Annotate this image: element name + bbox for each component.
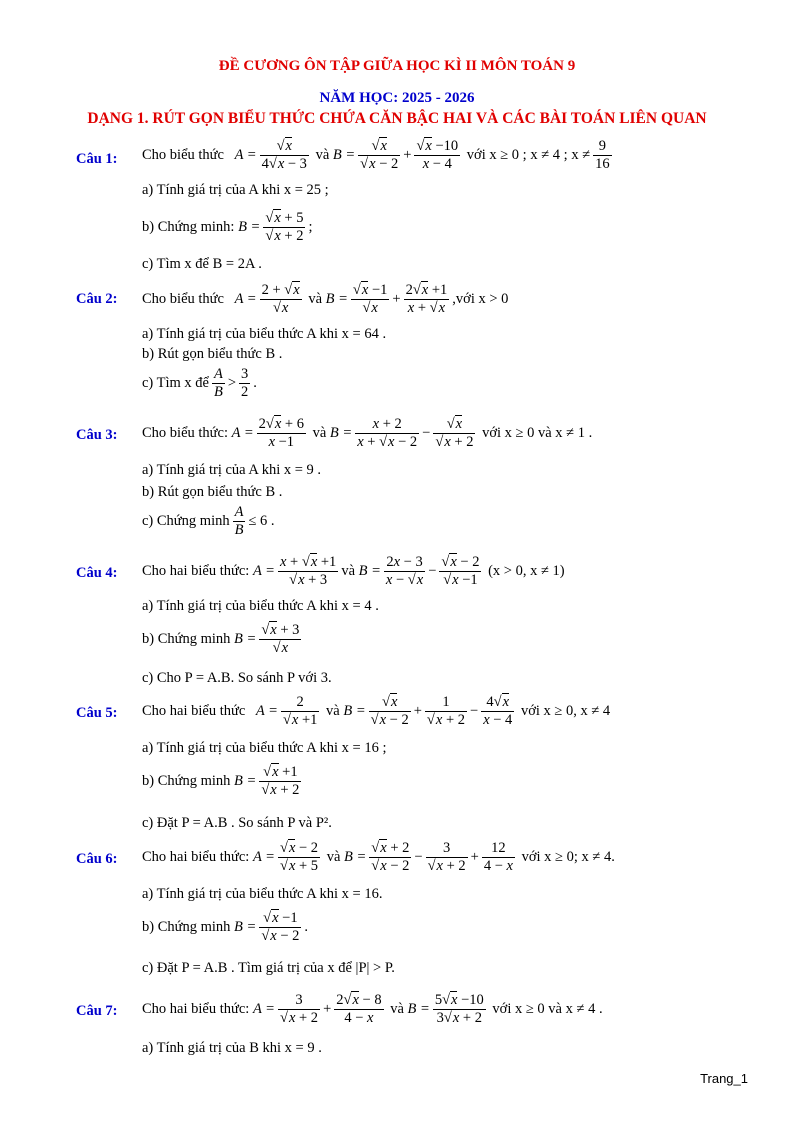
part-b: b) Chứng minh: B = $\frac{√x + 5}{√x + 2}$ ;: [142, 210, 313, 244]
school-year: NĂM HỌC: 2025 - 2026: [319, 90, 475, 106]
page-number: Trang_1: [700, 1071, 748, 1086]
question-statement: Cho hai biểu thức: A = $\frac{3}{√x + 2}$ + $\frac{2√x - 8}{4 - x}$ và B = $\frac{5√x -10}{3√x + 2}$ với x ≥ 0 và x ≠ 4 .: [142, 992, 603, 1026]
part-a: a) Tính giá trị của biểu thức A khi x = 16.: [142, 886, 383, 902]
part-c: c) Chứng minh $\frac{A}{B}$ ≤ 6 .: [142, 504, 275, 538]
part-c: c) Đặt P = A.B . Tìm giá trị của x để |P| > P.: [142, 960, 395, 976]
question-statement: Cho hai biểu thức: A = $\frac{√x - 2}{√x + 5}$ và B = $\frac{√x + 2}{√x - 2}$ − $\frac{3}{√x + 2}$ + $\frac{12}{4 - x}$ với x ≥ 0; x ≠ 4.: [142, 840, 615, 874]
part-b: b) Chứng minh B = $\frac{√x -1}{√x - 2}$ .: [142, 910, 309, 944]
part-a: a) Tính giá trị của A khi x = 9 .: [142, 462, 322, 478]
question-statement: Cho hai biểu thức: A = $\frac{x + √x +1}{√x + 3}$ và B = $\frac{2x - 3}{x - √x}$ − $\frac{√x - 2}{√x -1}$ (x > 0, x ≠ 1): [142, 554, 565, 588]
part-b: b) Chứng minh B = $\frac{√x +1}{√x + 2}$: [142, 764, 300, 798]
part-a: a) Tính giá trị của biểu thức A khi x = 16 ;: [142, 740, 387, 756]
part-c: c) Đặt P = A.B . So sánh P và P².: [142, 815, 332, 831]
question-statement: Cho hai biểu thức A = $\frac{2}{√x +1}$ và B = $\frac{√x}{√x - 2}$ + $\frac{1}{√x + 2}$ − $\frac{4√x}{x - 4}$ với x ≥ 0, x ≠ 4: [142, 694, 611, 728]
section-heading: DẠNG 1. RÚT GỌN BIỂU THỨC CHỨA CĂN BẬC HAI VÀ CÁC BÀI TOÁN LIÊN QUAN: [87, 110, 707, 127]
question-label: Câu 3:: [76, 427, 118, 443]
part-b: b) Rút gọn biểu thức B .: [142, 346, 283, 362]
question-label: Câu 6:: [76, 851, 118, 867]
part-a: a) Tính giá trị của A khi x = 25 ;: [142, 182, 329, 198]
part-c: c) Tìm x để B = 2A .: [142, 256, 262, 272]
question-statement: Cho biểu thức A = $\frac{2 + √x}{√x}$ và B = $\frac{√x -1}{√x}$ + $\frac{2√x +1}{x + √x}$ ,với x > 0: [142, 282, 509, 316]
part-a: a) Tính giá trị của biểu thức A khi x = 64 .: [142, 326, 387, 342]
part-c: c) Tìm x để $\frac{A}{B}$ > $\frac{3}{2}$ .: [142, 366, 257, 400]
part-a: a) Tính giá trị của B khi x = 9 .: [142, 1040, 322, 1056]
question-label: Câu 7:: [76, 1003, 118, 1019]
part-c: c) Cho P = A.B. So sánh P với 3.: [142, 670, 332, 686]
question-statement: Cho biểu thức A = $\frac{√x}{4√x - 3}$ và B = $\frac{√x}{√x - 2}$ + $\frac{√x -10}{x - 4}$ với x ≥ 0 ; x ≠ 4 ; x ≠ $\frac{9}{16}$: [142, 138, 610, 172]
part-a: a) Tính giá trị của biểu thức A khi x = 4 .: [142, 598, 379, 614]
part-b: b) Chứng minh B = $\frac{√x + 3}{√x}$: [142, 622, 300, 656]
part-b: b) Rút gọn biểu thức B .: [142, 484, 283, 500]
question-label: Câu 4:: [76, 565, 118, 581]
question-label: Câu 1:: [76, 151, 118, 167]
question-label: Câu 5:: [76, 705, 118, 721]
question-statement: Cho biểu thức: A = $\frac{2√x + 6}{x -1}$ và B = $\frac{x + 2}{x + √x - 2}$ − $\frac{√x}{√x + 2}$ với x ≥ 0 và x ≠ 1 .: [142, 416, 593, 450]
question-label: Câu 2:: [76, 291, 118, 307]
document-title: ĐỀ CƯƠNG ÔN TẬP GIỮA HỌC KÌ II MÔN TOÁN 9: [218, 58, 576, 74]
